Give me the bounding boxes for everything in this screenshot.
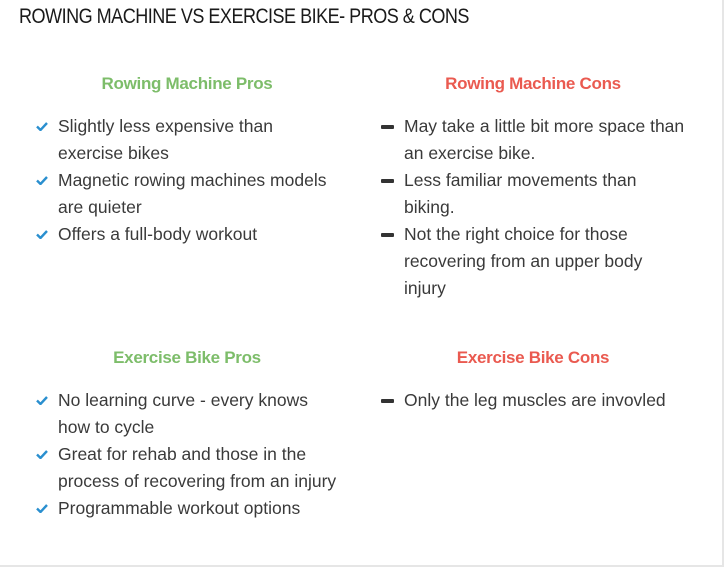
checkmark-icon: [36, 176, 48, 185]
bike-pros-heading: Exercise Bike Pros: [113, 348, 261, 367]
checkmark-icon: [36, 122, 48, 131]
bike-cons-heading: Exercise Bike Cons: [456, 348, 610, 367]
list-item: [378, 167, 688, 221]
rowing-pros-section: [32, 73, 342, 248]
list-item-text: Slightly less expensive than exercise bikes: [58, 116, 273, 163]
rowing-cons-heading: Rowing Machine Cons: [445, 74, 621, 93]
rowing-cons-section: [378, 73, 688, 302]
page-title: ROWING MACHINE VS EXERCISE BIKE- PROS & CONS: [19, 5, 469, 28]
list-item-text: Less familiar movements than biking.: [404, 170, 637, 217]
checkmark-icon: [36, 450, 48, 459]
list-item: [32, 113, 342, 167]
list-item: [32, 495, 342, 522]
bike-cons-section: [378, 347, 698, 414]
dash-icon: [381, 233, 394, 237]
list-item-text: Only the leg muscles are invovled: [404, 390, 666, 410]
list-item: [32, 387, 342, 441]
list-item-text: No learning curve - every knows how to cycle: [58, 390, 308, 437]
dash-icon: [381, 399, 394, 403]
checkmark-icon: [36, 396, 48, 405]
bike-pros-section: [32, 347, 342, 522]
list-item: [378, 387, 698, 414]
list-item-text: Not the right choice for those recovering from an upper body injury: [404, 224, 643, 298]
list-item: [32, 221, 342, 248]
list-item-text: May take a little bit more space than an exercise bike.: [404, 116, 685, 163]
list-item-text: Magnetic rowing machines models are quieter: [58, 170, 327, 217]
list-item-text: Great for rehab and those in the process of recovering from an injury: [58, 444, 337, 491]
list-item: [32, 167, 342, 221]
checkmark-icon: [36, 230, 48, 239]
rowing-pros-heading: Rowing Machine Pros: [101, 74, 273, 93]
checkmark-icon: [36, 504, 48, 513]
list-item-text: Programmable workout options: [58, 498, 301, 518]
dash-icon: [381, 125, 394, 129]
dash-icon: [381, 179, 394, 183]
list-item: [378, 113, 688, 167]
list-item: [378, 221, 688, 302]
list-item: [32, 441, 342, 495]
list-item-text: Offers a full-body workout: [58, 224, 258, 244]
